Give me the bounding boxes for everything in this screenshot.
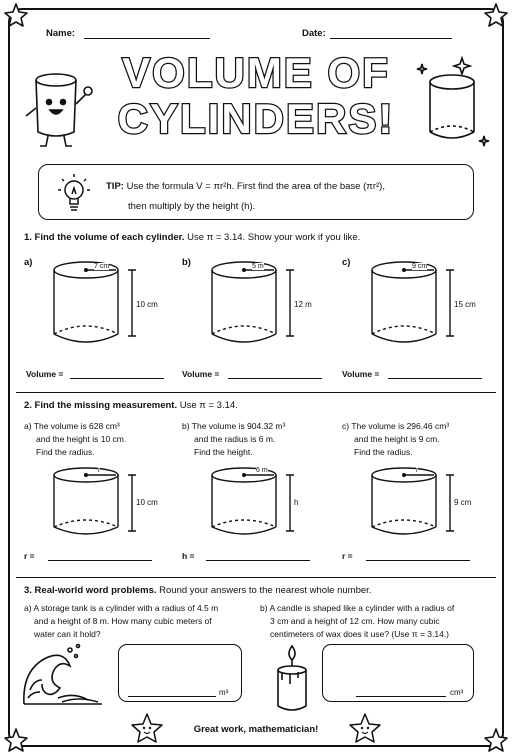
measurement-answer-line[interactable] [206,560,310,561]
wave-icon [18,640,108,710]
problem-letter: c) [342,257,351,268]
radius-label: 5 m [252,263,264,270]
name-label: Name: [46,28,76,39]
corner-star-icon [5,4,27,26]
volume-answer-line[interactable] [388,378,482,379]
missing-measure-problem: b) The volume is 904.32 m³ and the radius is 6 m. Find the height. [182,421,286,457]
tip-line1: Use the formula V = πr²h. First find the area of the base (πr²), [126,181,385,192]
section3-heading: 3. Real-world word problems. Round your answers to the nearest whole number. [24,585,372,596]
missing-measure-problem: c) The volume is 296.46 cm³ and the height is 9 cm. Find the radius. [342,421,450,457]
radius-label: 7 cm [94,263,110,270]
volume-answer-line[interactable] [228,378,322,379]
top-label: r [416,467,419,474]
cylinder-mascot-icon [22,68,102,152]
unit-b: cm³ [450,688,464,697]
volume-label: Volume = [182,369,220,379]
name-field[interactable] [84,38,210,39]
answer-line-a[interactable] [128,696,216,697]
section1-heading: 1. Find the volume of each cylinder. Use π = 3.14. Show your work if you like. [24,232,361,243]
side-label: 9 cm [454,498,472,507]
volume-label: Volume = [342,369,380,379]
volume-answer-line[interactable] [70,378,164,379]
tip-label: TIP: [106,181,124,192]
word-problem-b: b) A candle is shaped like a cylinder with a radius of 3 cm and a height of 12 cm. How many cubic centimeters of wax does it use? (Use π = 3.14.) [260,603,455,639]
tip-text [106,177,466,217]
divider [16,577,496,578]
lightbulb-icon [54,170,94,216]
footer-text: Great work, mathematician! [193,724,319,735]
answer-label: r = [24,551,35,561]
cylinder-icon [414,56,504,152]
word-problem-a: a) A storage tank is a cylinder with a radius of 4.5 m and a height of 8 m. How many cubic meters of water can it hold? [24,603,219,639]
missing-measure-problem: a) The volume is 628 cm³ and the height is 10 cm. Find the radius. [24,421,127,457]
answer-line-b[interactable] [356,696,446,697]
height-label: 10 cm [136,300,158,309]
answer-label: h = [182,551,195,561]
date-field[interactable] [330,38,452,39]
height-label: 12 m [294,300,312,309]
side-label: 10 cm [136,498,158,507]
page-title-line2: CYLINDERS! [117,95,395,142]
top-label: 6 m [256,467,268,474]
answer-label: r = [342,551,353,561]
problem-letter: b) [182,257,191,268]
measurement-answer-line[interactable] [48,560,152,561]
corner-star-icon [485,4,507,26]
radius-label: 9 cm [412,263,428,270]
volume-label: Volume = [26,369,64,379]
measurement-answer-line[interactable] [366,560,470,561]
divider [16,392,496,393]
section2-heading: 2. Find the missing measurement. Use π = 3.14. [24,400,238,411]
problem-letter: a) [24,257,33,268]
page-title-line1: VOLUME OF [122,49,390,96]
side-label: h [294,498,299,507]
date-label: Date: [302,28,326,39]
tip-line2: then multiply by the height (h). [128,201,256,212]
height-label: 15 cm [454,300,476,309]
top-label: r [98,467,101,474]
star-mascot-icon [348,712,382,744]
unit-a: m³ [219,688,229,697]
candle-icon [268,644,316,716]
